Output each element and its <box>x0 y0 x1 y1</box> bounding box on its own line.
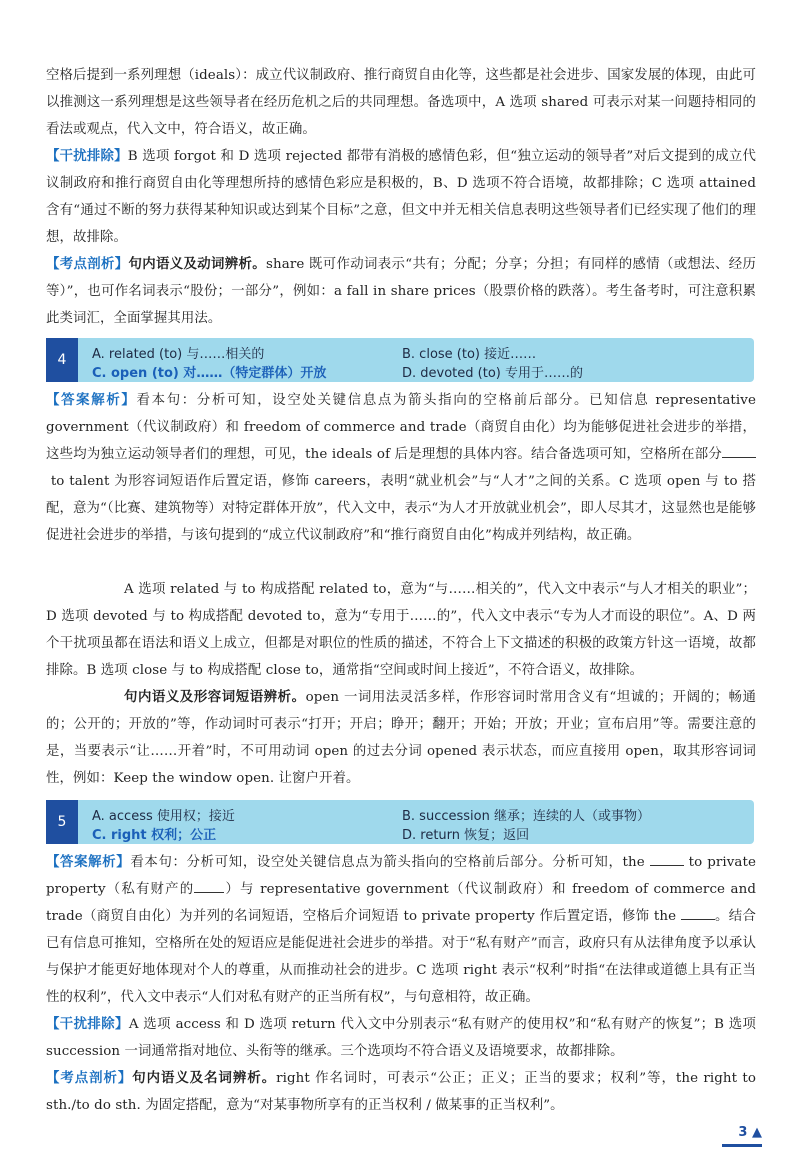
question-number: 5 <box>46 800 78 844</box>
option-c-correct: C. open (to) 对……（特定群体）开放 <box>92 366 327 381</box>
paragraph-q5-analysis <box>46 1065 756 1119</box>
blank-line <box>650 853 684 866</box>
text: A 选项 related 与 to 构成搭配 related to，意为“与……相关的”，代入文中表示“与人才相关的职业”；D 选项 devoted 与 to 构成搭配 devoted to，意为“专用于……的”，代入文中表示“专为人才而设的职位”。A、D 两个干扰项虽都在语法和语义上成立，但都是对职位的性质的描述，不符合上下文描述的积极的政策方针这一语境，故都排除。B 选项 close 与 to 构成搭配 close to，通常指“空间或时间上接近”，不符合语义，故排除。 <box>46 582 756 678</box>
paragraph-q4-analysis <box>46 684 756 792</box>
analysis-heading: 句内语义及名词辨析。 <box>132 1071 277 1086</box>
paragraph-q4-interference <box>46 576 756 684</box>
analysis-tag: 【考点剖析】 <box>46 257 129 272</box>
option-a: A. related (to) 与……相关的 <box>92 347 265 362</box>
option-d: D. return 恢复；返回 <box>402 828 530 843</box>
question-5-options <box>46 800 754 844</box>
option-c-correct: C. right 权利；公正 <box>92 828 217 843</box>
answer-tag: 【答案解析】 <box>46 393 137 408</box>
paragraph-q5-answer <box>46 849 756 1011</box>
text: open 一词用法灵活多样，作形容词时常用含义有“坦诚的；开阔的；畅通的；公开的；开放的”等，作动词时可表示“打开；开启；睁开；翻开；开始；开放；开业；宣布启用”等。需要注意的是，当要表示“让……开着”时，不可用动词 open 的过去分词 opened 表示状态，而应直接用 open，取其形容词词性，例如：Keep the window open. 让窗户开着。 <box>46 690 756 786</box>
page-number-underline <box>722 1144 762 1147</box>
option-a: A. access 使用权；接近 <box>92 809 235 824</box>
text: A 选项 access 和 D 选项 return 代入文中分别表示“私有财产的使用权”和“私有财产的恢复”；B 选项 succession 一词通常指对地位、头衔等的继承。三个选项均不符合语义及语境要求，故都排除。 <box>46 1017 756 1059</box>
page-flag-icon: ▲ <box>752 1125 762 1140</box>
text: 。结合已有信息可推知，空格所在处的短语应是能促进社会进步的举措。对于“私有财产”而言，政府只有从法律角度予以承认与保护才能更好地体现对个人的尊重，从而推动社会的进步。C 选项 right 表示“权利”时指“在法律或道德上具有正当性的权利”，代入文中表示“人们对私有财产的正当所有权”，与句意相符，故正确。 <box>46 909 756 1005</box>
text: to talent 为形容词短语作后置定语，修饰 careers，表明“就业机会”与“人才”之间的关系。C 选项 open 与 to 搭配，意为“（比赛、建筑物等）对特定群体开放”，代入文中，表示“为人才开放就业机会”，即人尽其才，这显然也是能够促进社会进步的举措，与该句提到的“成立代议制政府”和“推行商贸自由化”构成并列结构，故正确。 <box>46 474 756 543</box>
question-4-options <box>46 338 754 382</box>
text: to private property（私有财产的 <box>46 855 757 897</box>
paragraph-q3-analysis <box>46 251 756 332</box>
answer-tag: 【答案解析】 <box>46 855 131 870</box>
paragraph-q3-answer-continued <box>46 62 756 143</box>
text: 空格后提到一系列理想（ideals）：成立代议制政府、推行商贸自由化等，这些都是社会进步、国家发展的体现，由此可以推测这一系列理想是这些领导者在经历危机之后的共同理想。备选项中，A 选项 shared 可表示对某一问题持相同的看法或观点，代入文中，符合语义，故正确。 <box>46 68 756 137</box>
question-number: 4 <box>46 338 78 382</box>
option-b: B. close (to) 接近…… <box>402 347 537 362</box>
text: share 既可作动词表示“共有；分配；分享；分担；有同样的感情（或想法、经历等）”，也可作名词表示“股份；一部分”，例如：a fall in share prices（股票价格的跌落）。考生备考时，可注意积累此类词汇，全面掌握其用法。 <box>46 257 756 326</box>
analysis-heading: 句内语义及动词辨析。 <box>128 257 267 272</box>
blank-line <box>681 907 715 920</box>
option-b: B. succession 继承；连续的人（或事物） <box>402 809 650 824</box>
text: right 作名词时，可表示“公正；正义；正当的要求；权利”等，the right to sth./to do sth. 为固定搭配，意为“对某事物所享有的正当权利 / 做某事的正当权利”。 <box>46 1071 756 1113</box>
paragraph-q5-interference <box>46 1011 756 1065</box>
text: B 选项 forgot 和 D 选项 rejected 都带有消极的感情色彩，但“独立运动的领导者”对后文提到的成立代议制政府和推行商贸自由化等理想所持的感情色彩应是积极的，B、D 选项不符合语境，故都排除；C 选项 attained 含有“通过不断的努力获得某种知识或达到某个目标”之意，但文中并无相关信息表明这些领导者们已经实现了他们的理想，故排除。 <box>46 149 756 245</box>
page-number <box>738 1125 762 1140</box>
paragraph-q3-interference <box>46 143 756 251</box>
analysis-heading: 句内语义及形容词短语辨析。 <box>124 690 306 705</box>
option-d: D. devoted (to) 专用于……的 <box>402 366 583 381</box>
analysis-tag: 【考点剖析】 <box>46 1071 133 1086</box>
blank-line <box>194 880 224 893</box>
page-number-text: 3 <box>738 1125 748 1140</box>
text: 看本句：分析可知，设空处关键信息点为箭头指向的空格前后部分。分析可知，the <box>130 855 645 870</box>
blank-line <box>722 445 756 458</box>
interference-tag: 【干扰排除】 <box>46 1017 129 1032</box>
text: ）与 representative government（代议制政府）和 freedom of commerce and trade（商贸自由化）为并列的名词短语，空格后介词短语 to private property 作后置定语，修饰 the <box>46 882 756 924</box>
interference-tag: 【干扰排除】 <box>46 149 128 164</box>
text: 看本句：分析可知，设空处关键信息点为箭头指向的空格前后部分。已知信息 representative government（代议制政府）和 freedom of commerce and trade（商贸自由化）均为能够促进社会进步的举措，这些均为独立运动领导者们的理想，可见，the ideals of 后是理想的具体内容。结合备选项可知，空格所在部分 <box>46 393 756 462</box>
paragraph-q4-answer <box>46 387 756 549</box>
